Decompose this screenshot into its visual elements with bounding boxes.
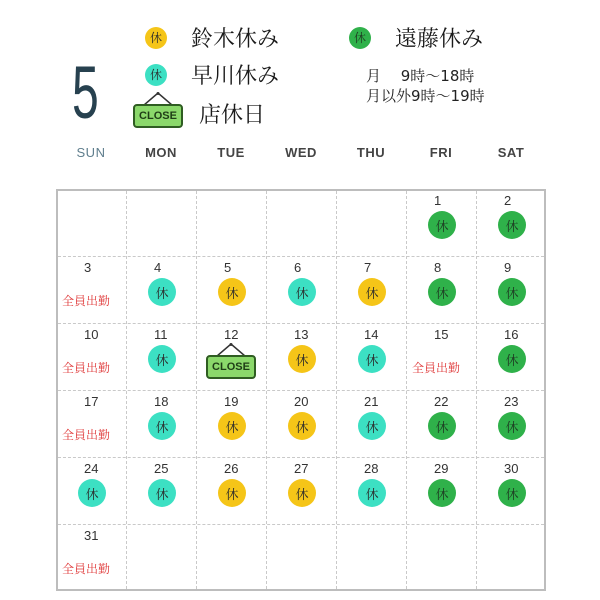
day-number: 16 (504, 327, 519, 342)
green-holiday-icon: 休 (498, 479, 526, 507)
day-number: 3 (84, 260, 92, 275)
close-sign-icon: CLOSE (206, 343, 258, 385)
green-holiday-icon: 休 (428, 412, 456, 440)
day-number: 27 (294, 461, 309, 476)
day-number: 5 (224, 260, 232, 275)
legend-closed (133, 92, 265, 134)
weekday-sat: SAT (497, 145, 525, 160)
yellow-holiday-icon: 休 (358, 278, 386, 306)
weekday-mon: MON (145, 145, 177, 160)
day-number: 10 (84, 327, 99, 342)
green-holiday-icon: 休 (428, 479, 456, 507)
all-staff-working-label: 全員出勤 (62, 562, 111, 576)
teal-holiday-icon: 休 (148, 412, 176, 440)
day-number: 7 (364, 260, 372, 275)
all-staff-working-label: 全員出勤 (62, 428, 111, 442)
grid-divider (58, 323, 544, 324)
teal-holiday-icon: 休 (78, 479, 106, 507)
green-holiday-icon: 休 (428, 278, 456, 306)
green-holiday-icon: 休 (428, 211, 456, 239)
green-holiday-icon: 休 (498, 412, 526, 440)
yellow-holiday-icon: 休 (218, 479, 246, 507)
business-hours (366, 66, 485, 106)
green-holiday-icon: 休 (498, 345, 526, 373)
day-number: 24 (84, 461, 99, 476)
yellow-holiday-icon: 休 (145, 27, 167, 49)
legend-endo-label: 遠藤休み (395, 27, 484, 52)
teal-holiday-icon: 休 (358, 412, 386, 440)
legend-endo (349, 22, 483, 53)
green-holiday-icon: 休 (498, 211, 526, 239)
weekday-thu: THU (356, 145, 386, 160)
teal-holiday-icon: 休 (358, 479, 386, 507)
all-staff-working-label: 全員出勤 (62, 294, 111, 308)
teal-holiday-icon: 休 (288, 278, 316, 306)
close-sign-icon: CLOSE (133, 92, 185, 134)
day-number: 4 (154, 260, 162, 275)
yellow-holiday-icon: 休 (218, 412, 246, 440)
day-number: 26 (224, 461, 239, 476)
grid-divider (58, 524, 544, 525)
weekday-tue: TUE (217, 145, 245, 160)
day-number: 14 (364, 327, 379, 342)
day-number: 17 (84, 394, 99, 409)
day-number: 29 (434, 461, 449, 476)
teal-holiday-icon: 休 (148, 479, 176, 507)
day-number: 11 (154, 327, 168, 342)
day-number: 12 (224, 327, 239, 342)
day-number: 19 (224, 394, 239, 409)
legend-hayakawa (145, 59, 279, 90)
teal-holiday-icon: 休 (358, 345, 386, 373)
legend-closed-label: 店休日 (199, 102, 266, 128)
yellow-holiday-icon: 休 (288, 345, 316, 373)
grid-divider (58, 256, 544, 257)
day-number: 8 (434, 260, 442, 275)
grid-divider (58, 457, 544, 458)
day-number: 15 (434, 327, 449, 342)
yellow-holiday-icon: 休 (218, 278, 246, 306)
yellow-holiday-icon: 休 (288, 412, 316, 440)
teal-holiday-icon: 休 (148, 278, 176, 306)
day-number: 30 (504, 461, 519, 476)
hours-other-days: 月以外9時～19時 (366, 87, 485, 105)
all-staff-working-label: 全員出勤 (62, 361, 111, 375)
yellow-holiday-icon: 休 (288, 479, 316, 507)
day-number: 20 (294, 394, 309, 409)
legend-suzuki-label: 鈴木休み (191, 27, 280, 52)
legend-hayakawa-label: 早川休み (191, 64, 280, 89)
grid-divider (58, 390, 544, 391)
teal-holiday-icon: 休 (145, 64, 167, 86)
month-number: 5 (72, 51, 99, 134)
day-number: 1 (434, 193, 442, 208)
legend-suzuki (145, 22, 279, 53)
day-number: 25 (154, 461, 169, 476)
teal-holiday-icon: 休 (148, 345, 176, 373)
day-number: 13 (294, 327, 309, 342)
day-number: 2 (504, 193, 512, 208)
day-number: 23 (504, 394, 519, 409)
day-number: 22 (434, 394, 449, 409)
day-number: 18 (154, 394, 169, 409)
day-number: 31 (84, 528, 99, 543)
day-number: 9 (504, 260, 512, 275)
weekday-fri: FRI (429, 145, 453, 160)
weekday-sun: SUN (76, 145, 106, 160)
all-staff-working-label: 全員出勤 (412, 361, 461, 375)
green-holiday-icon: 休 (498, 278, 526, 306)
hours-monday: 月 9時～18時 (366, 67, 475, 85)
day-number: 21 (364, 394, 379, 409)
calendar-grid (56, 189, 546, 591)
green-holiday-icon: 休 (349, 27, 371, 49)
day-number: 6 (294, 260, 302, 275)
weekday-wed: WED (285, 145, 317, 160)
day-number: 28 (364, 461, 379, 476)
